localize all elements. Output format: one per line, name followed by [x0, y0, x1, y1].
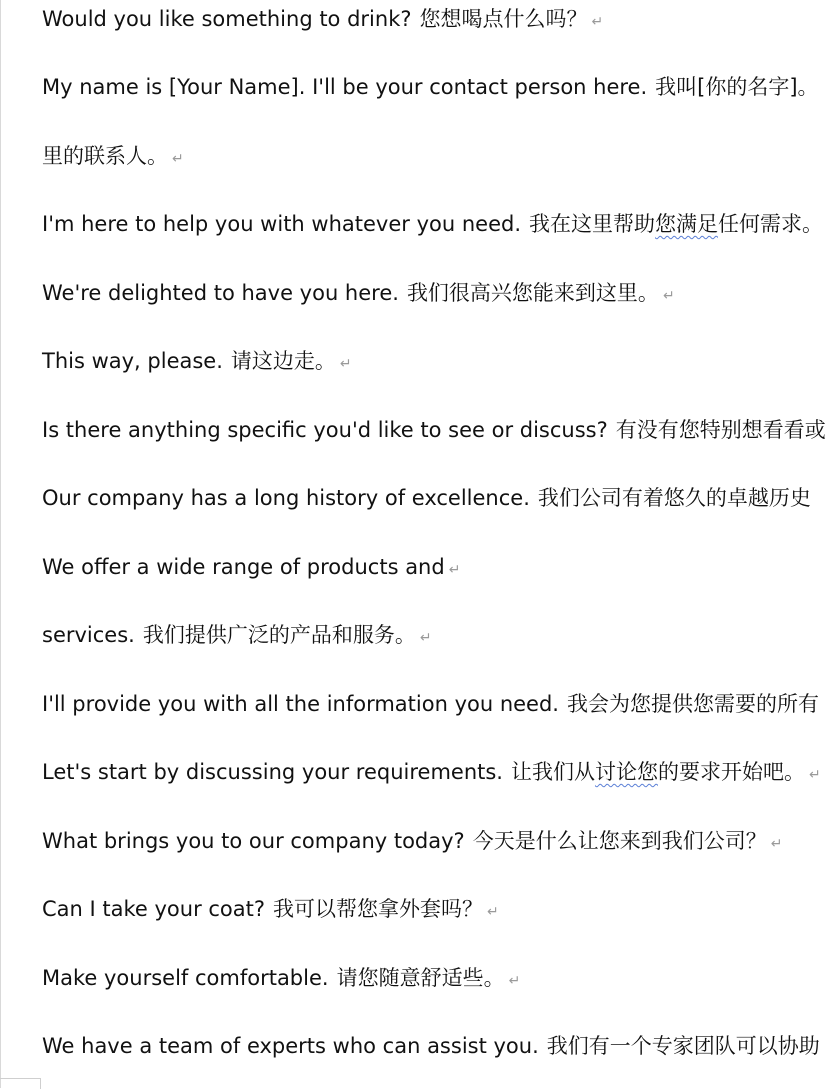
- page-left-edge: [0, 0, 1, 1088]
- spellcheck-underlined-text[interactable]: 您满足: [655, 212, 718, 236]
- paragraph-mark-icon: ↵: [172, 151, 184, 167]
- paragraph-line: [42, 892, 499, 926]
- chinese-text-part: 的要求开始吧。: [657, 760, 805, 784]
- paragraph-line: [42, 139, 184, 173]
- english-text: This way, please.: [42, 349, 223, 373]
- english-text: My name is [Your Name]. I'll be your contact person here.: [42, 75, 648, 99]
- paragraph-mark-icon: ↵: [662, 288, 675, 304]
- chinese-text: 我们公司有着悠久的卓越历史: [537, 486, 811, 510]
- paragraph-line: [42, 687, 819, 721]
- paragraph-line: [42, 70, 819, 104]
- chinese-text: 我们提供广泛的产品和服务。: [142, 623, 416, 647]
- english-text: I'll provide you with all the information you need.: [42, 692, 559, 716]
- english-text: We offer a wide range of products and: [42, 555, 445, 579]
- english-text: We have a team of experts who can assist you.: [42, 1034, 539, 1058]
- english-text: We're delighted to have you here.: [42, 281, 399, 305]
- chinese-text: 有没有您特别想看看或: [615, 418, 826, 442]
- paragraph-mark-icon: ↵: [808, 767, 821, 783]
- page-corner-marker: [0, 1078, 41, 1089]
- chinese-text: 您想喝点什么吗？: [419, 7, 588, 31]
- chinese-text-part: 让我们从: [510, 760, 595, 784]
- paragraph-mark-icon: ↵: [419, 630, 432, 646]
- english-text: Can I take your coat?: [42, 897, 266, 921]
- paragraph-mark-icon: ↵: [591, 14, 604, 30]
- chinese-text: 我们很高兴您能来到这里。: [406, 281, 659, 305]
- paragraph-line: [42, 550, 460, 584]
- paragraph-line: [42, 207, 823, 241]
- english-text: Would you like something to drink?: [42, 7, 412, 31]
- paragraph-line: [42, 481, 811, 515]
- spellcheck-underlined-text[interactable]: 讨论您: [594, 760, 658, 784]
- chinese-text: 今天是什么让您来到我们公司？: [472, 829, 767, 853]
- paragraph-line: [42, 755, 821, 789]
- english-text: Our company has a long history of excellence.: [42, 486, 530, 510]
- paragraph-mark-icon: ↵: [448, 562, 461, 578]
- paragraph-line: [42, 961, 520, 995]
- chinese-text: 我叫[你的名字]。: [655, 75, 819, 99]
- english-text: Make yourself comfortable.: [42, 966, 329, 990]
- chinese-text-part: 任何需求。: [718, 212, 823, 236]
- paragraph-line: [42, 413, 826, 447]
- paragraph-line: [42, 1029, 820, 1063]
- paragraph-mark-icon: ↵: [339, 356, 352, 372]
- english-text: What brings you to our company today?: [42, 829, 465, 853]
- chinese-text: [529, 212, 823, 236]
- english-text: Let's start by discussing your requirements.: [42, 760, 503, 784]
- paragraph-line: [42, 276, 675, 310]
- paragraph-mark-icon: ↵: [508, 973, 521, 989]
- paragraph-line: [42, 618, 432, 652]
- paragraph-line: [42, 2, 603, 36]
- paragraph-mark-icon: ↵: [770, 836, 783, 852]
- english-text: services.: [42, 623, 135, 647]
- chinese-text: [511, 760, 805, 784]
- chinese-text: 我们有一个专家团队可以协助: [546, 1034, 820, 1058]
- english-text: I'm here to help you with whatever you need.: [42, 212, 521, 236]
- paragraph-mark-icon: ↵: [487, 904, 499, 920]
- paragraph-line: [42, 824, 782, 858]
- chinese-text: 我可以帮您拿外套吗？: [273, 897, 484, 921]
- chinese-text: 请这边走。: [230, 349, 336, 373]
- paragraph-line: [42, 344, 352, 378]
- chinese-text: 请您随意舒适些。: [336, 966, 505, 990]
- chinese-text: 我会为您提供您需要的所有: [566, 692, 819, 716]
- chinese-text: 里的联系人。: [42, 144, 168, 168]
- chinese-text-part: 我在这里帮助: [529, 212, 655, 236]
- english-text: Is there anything specific you'd like to see or discuss?: [42, 418, 608, 442]
